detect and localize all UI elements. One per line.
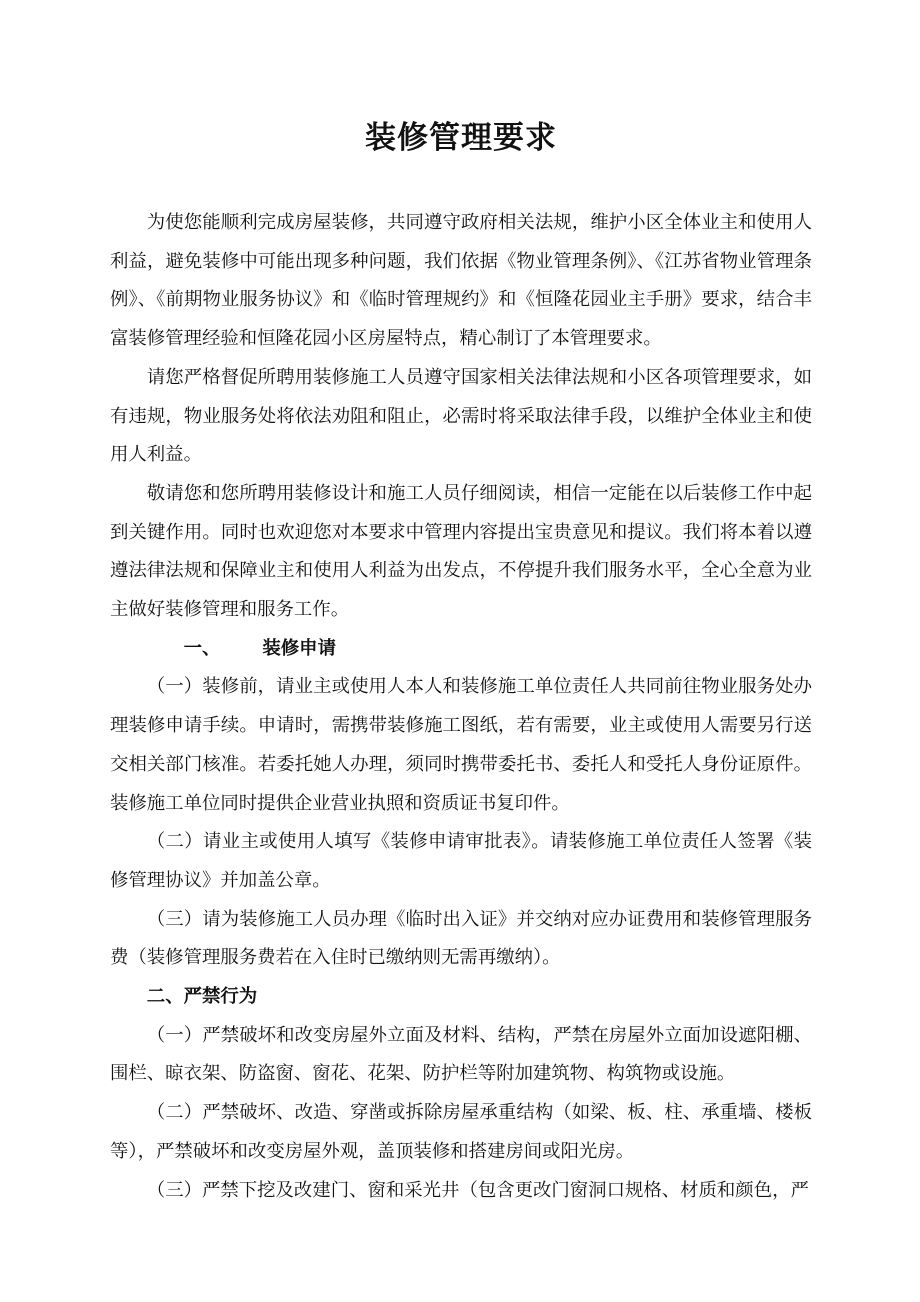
section-heading-application [110,630,812,669]
document-body [110,204,812,1210]
prohibited-item-3: （三）严禁下挖及改建门、窗和采光井（包含更改门窗洞口规格、材质和颜色，严 [146,1179,809,1201]
application-item-3: （三）请为装修施工人员办理《临时出入证》并交纳对应办证费用和装修管理服务费（装修管理服务费若在入住时已缴纳则无需再缴纳）。 [110,908,812,969]
application-item-2: （二）请业主或使用人填写《装修申请审批表》。请装修施工单位责任人签署《装修管理协议》并加盖公章。 [110,831,812,891]
section-heading-text: 装修申请 [262,637,336,659]
prohibited-item-2: （二）严禁破坏、改造、穿凿或拆除房屋承重结构（如梁、板、柱、承重墙、楼板等），严禁破坏和改变房屋外观，盖顶装修和搭建房间或阳光房。 [110,1102,812,1162]
intro-paragraph-1: 为使您能顺利完成房屋装修，共同遵守政府相关法规，维护小区全体业主和使用人利益，避免装修中可能出现多种问题，我们依据《物业管理条例》、《江苏省物业管理条例》、《前期物业服务协议》和《临时管理规约》和《恒隆花园业主手册》要求，结合丰富装修管理经验和恒隆花园小区房屋特点，精心制订了本管理要求。 [110,212,812,350]
section-heading-prohibited: 二、严禁行为 [146,986,258,1008]
application-item-1: （一）装修前，请业主或使用人本人和装修施工单位责任人共同前往物业服务处办理装修申请手续。申请时，需携带装修施工图纸，若有需要，业主或使用人需要另行送交相关部门核准。若委托她人办理，须同时携带委托书、委托人和受托人身份证原件。装修施工单位同时提供企业营业执照和资质证书复印件。 [110,676,812,814]
intro-paragraph-3: 敬请您和您所聘用装修设计和施工人员仔细阅读，相信一定能在以后装修工作中起到关键作用。同时也欢迎您对本要求中管理内容提出宝贵意见和提议。我们将本着以遵遵法律法规和保障业主和使用人利益为出发点，不停提升我们服务水平，全心全意为业主做好装修管理和服务工作。 [110,482,812,621]
document-title: 装修管理要求 [365,120,557,156]
intro-paragraph-2: 请您严格督促所聘用装修施工人员遵守国家相关法律法规和小区各项管理要求，如有违规，物业服务处将依法劝阻和阻止，必需时将采取法律手段，以维护全体业主和使用人利益。 [110,366,812,466]
prohibited-item-1: （一）严禁破坏和改变房屋外立面及材料、结构，严禁在房屋外立面加设遮阳棚、围栏、晾衣架、防盗窗、窗花、花架、防护栏等附加建筑物、构筑物或设施。 [110,1024,812,1085]
section-number: 一、 [183,637,221,659]
